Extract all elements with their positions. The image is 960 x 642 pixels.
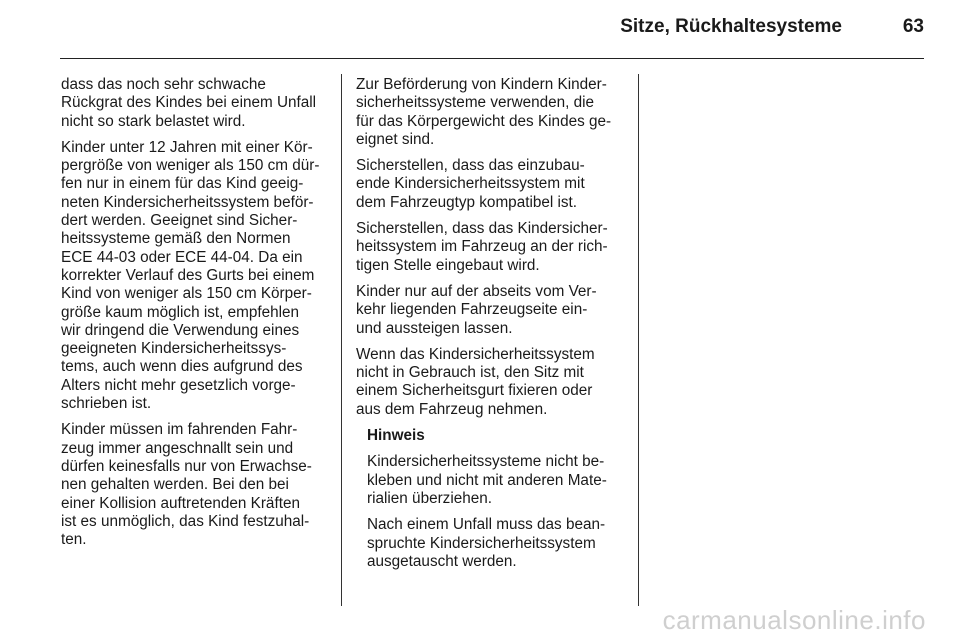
paragraph: Kinder müssen im fahrenden Fahr- zeug immer angeschnallt sein und dürfen keinesfalls nur von Erwachse- nen gehalten werden. Bei den bei einer Kollision auftretenden Kräften ist es unmöglich, das Kind festzuhal- ten. xyxy=(61,421,312,549)
paragraph: Wenn das Kindersicherheitssystem nicht in Gebrauch ist, den Sitz mit einem Sicherheitsgurt fixieren oder aus dem Fahrzeug nehmen. xyxy=(356,345,595,418)
paragraph: Kinder nur auf der abseits vom Ver- kehr liegenden Fahrzeugseite ein- und aussteigen lassen. xyxy=(356,282,597,337)
paragraph: Sicherstellen, dass das einzubau- ende Kindersicherheitssystem mit dem Fahrzeugtyp kompatibel ist. xyxy=(356,157,585,211)
note-title: Hinweis xyxy=(367,427,425,445)
column-divider-left xyxy=(341,74,342,606)
note-box xyxy=(367,427,626,571)
text-column-left xyxy=(61,76,333,557)
paragraph: Kinder unter 12 Jahren mit einer Kör- pergröße von weniger als 150 cm dür- fen nur in einem für das Kind geeig- neten Kindersicherheitssystem beför- dert werden. Geeignet sind Sicher- heitssysteme gemäß den Normen ECE 44-03 oder ECE 44-04. Da ein korrekter Verlauf des Gurts bei einem Kind von weniger als 150 cm Körper- größe kaum möglich ist, empfehlen wir dringend die Verwendung eines geeigneten Kindersicherheitssys- tems, auch wenn dies aufgrund des Alters nicht mehr gesetzlich vorge- schrieben ist. xyxy=(61,138,320,413)
note-paragraph: Nach einem Unfall muss das bean- spruchte Kindersicherheitssystem ausgetauscht werden. xyxy=(367,516,606,570)
text-column-middle xyxy=(356,76,626,579)
paragraph: Sicherstellen, dass das Kindersicher- heitssystem im Fahrzeug an der rich- tigen Stelle eingebaut wird. xyxy=(356,220,608,274)
paragraph: dass das noch sehr schwache Rückgrat des Kindes bei einem Unfall nicht so stark belastet wird. xyxy=(61,76,317,130)
note-paragraph: Kindersicherheitssysteme nicht be- kleben und nicht mit anderen Mate- rialien überziehen. xyxy=(367,453,607,507)
watermark: carmanualsonline.info xyxy=(662,605,926,635)
column-divider-right xyxy=(638,74,639,606)
paragraph: Zur Beförderung von Kindern Kinder- sicherheitssysteme verwenden, die für das Körpergewicht des Kindes ge- eignet sind. xyxy=(356,76,612,148)
header-divider xyxy=(60,58,924,59)
page-number: 63 xyxy=(902,16,924,37)
page-title: Sitze, Rückhaltesysteme xyxy=(620,16,842,37)
